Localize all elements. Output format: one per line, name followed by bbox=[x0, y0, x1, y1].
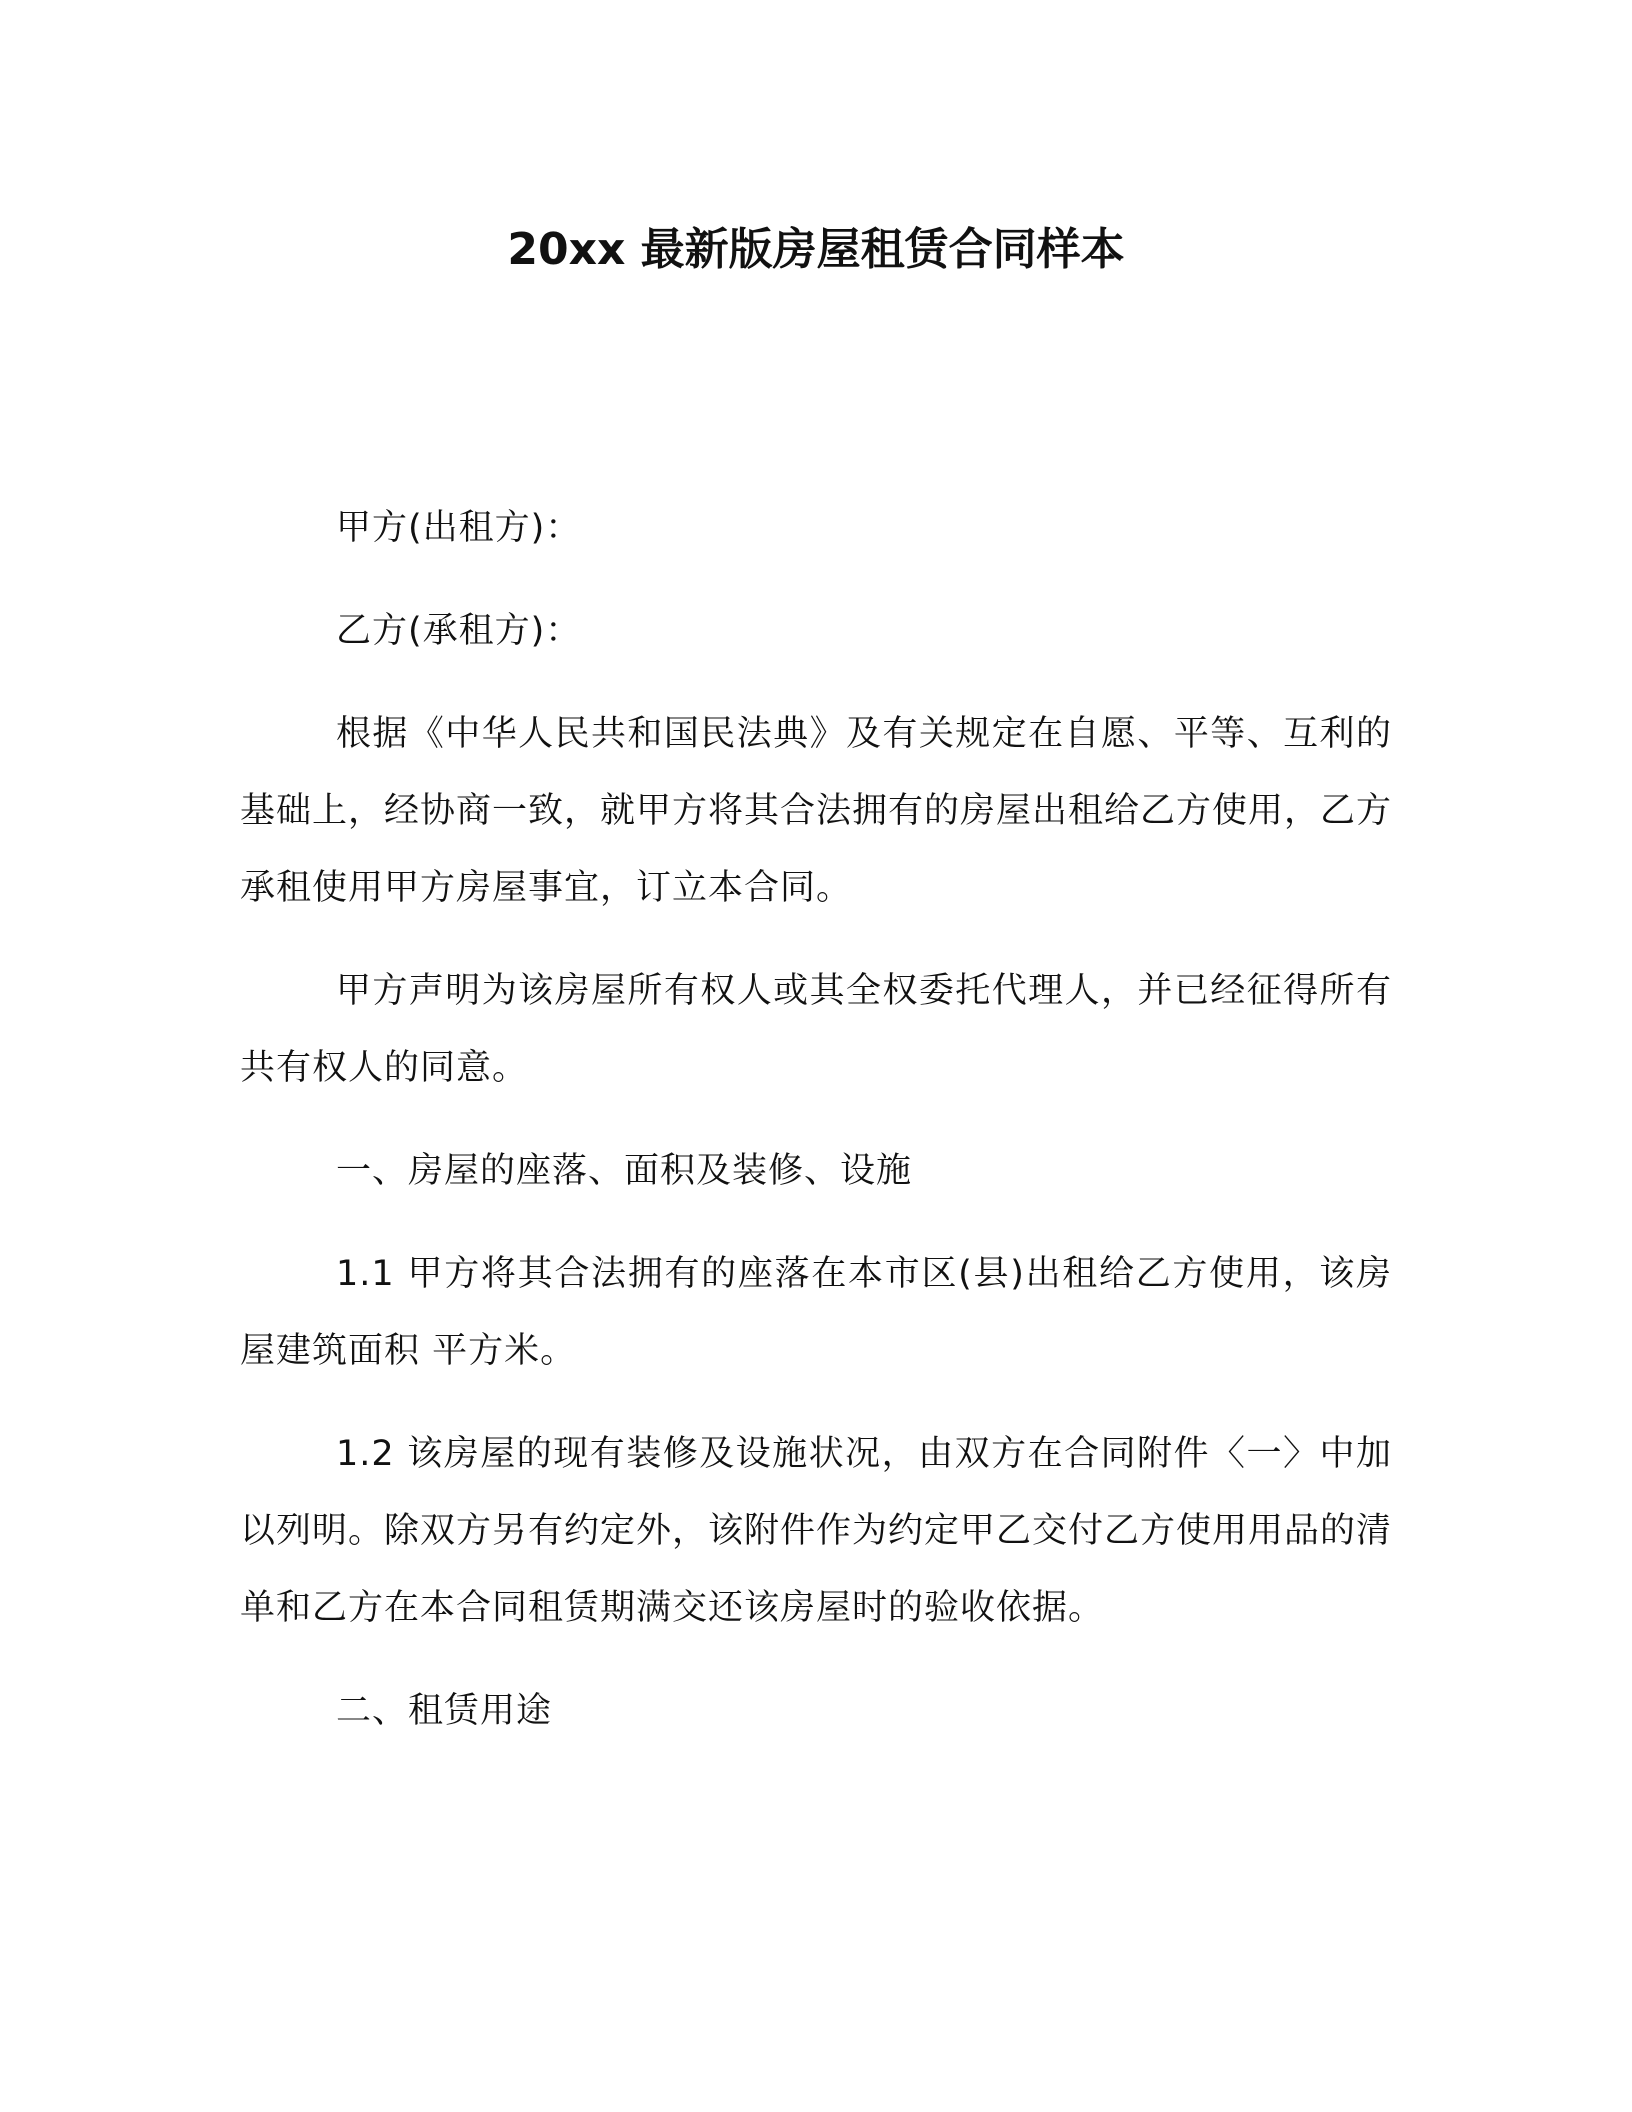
clause-1-2: 1.2 该房屋的现有装修及设施状况，由双方在合同附件〈一〉中加以列明。除双方另有约定外，该附件作为约定甲乙交付乙方使用用品的清单和乙方在本合同租赁期满交还该房屋时的验收依据。 bbox=[240, 1434, 1393, 1628]
declaration-paragraph: 甲方声明为该房屋所有权人或其全权委托代理人，并已经征得所有共有权人的同意。 bbox=[240, 971, 1392, 1088]
party-a-line: 甲方(出租方)： bbox=[336, 508, 582, 548]
document-title: 20xx 最新版房屋租赁合同样本 bbox=[507, 224, 1125, 275]
party-b-line: 乙方(承租方)： bbox=[336, 611, 582, 651]
section-heading-1: 一、房屋的座落、面积及装修、设施 bbox=[336, 1151, 913, 1191]
section-heading-2: 二、租赁用途 bbox=[336, 1691, 553, 1731]
document-body bbox=[240, 490, 1392, 1776]
preamble-paragraph: 根据《中华人民共和国民法典》及有关规定在自愿、平等、互利的基础上，经协商一致，就甲方将其合法拥有的房屋出租给乙方使用，乙方承租使用甲方房屋事宜，订立本合同。 bbox=[240, 714, 1393, 908]
clause-1-1: 1.1 甲方将其合法拥有的座落在本市区(县)出租给乙方使用，该房屋建筑面积 平方米。 bbox=[240, 1254, 1392, 1371]
